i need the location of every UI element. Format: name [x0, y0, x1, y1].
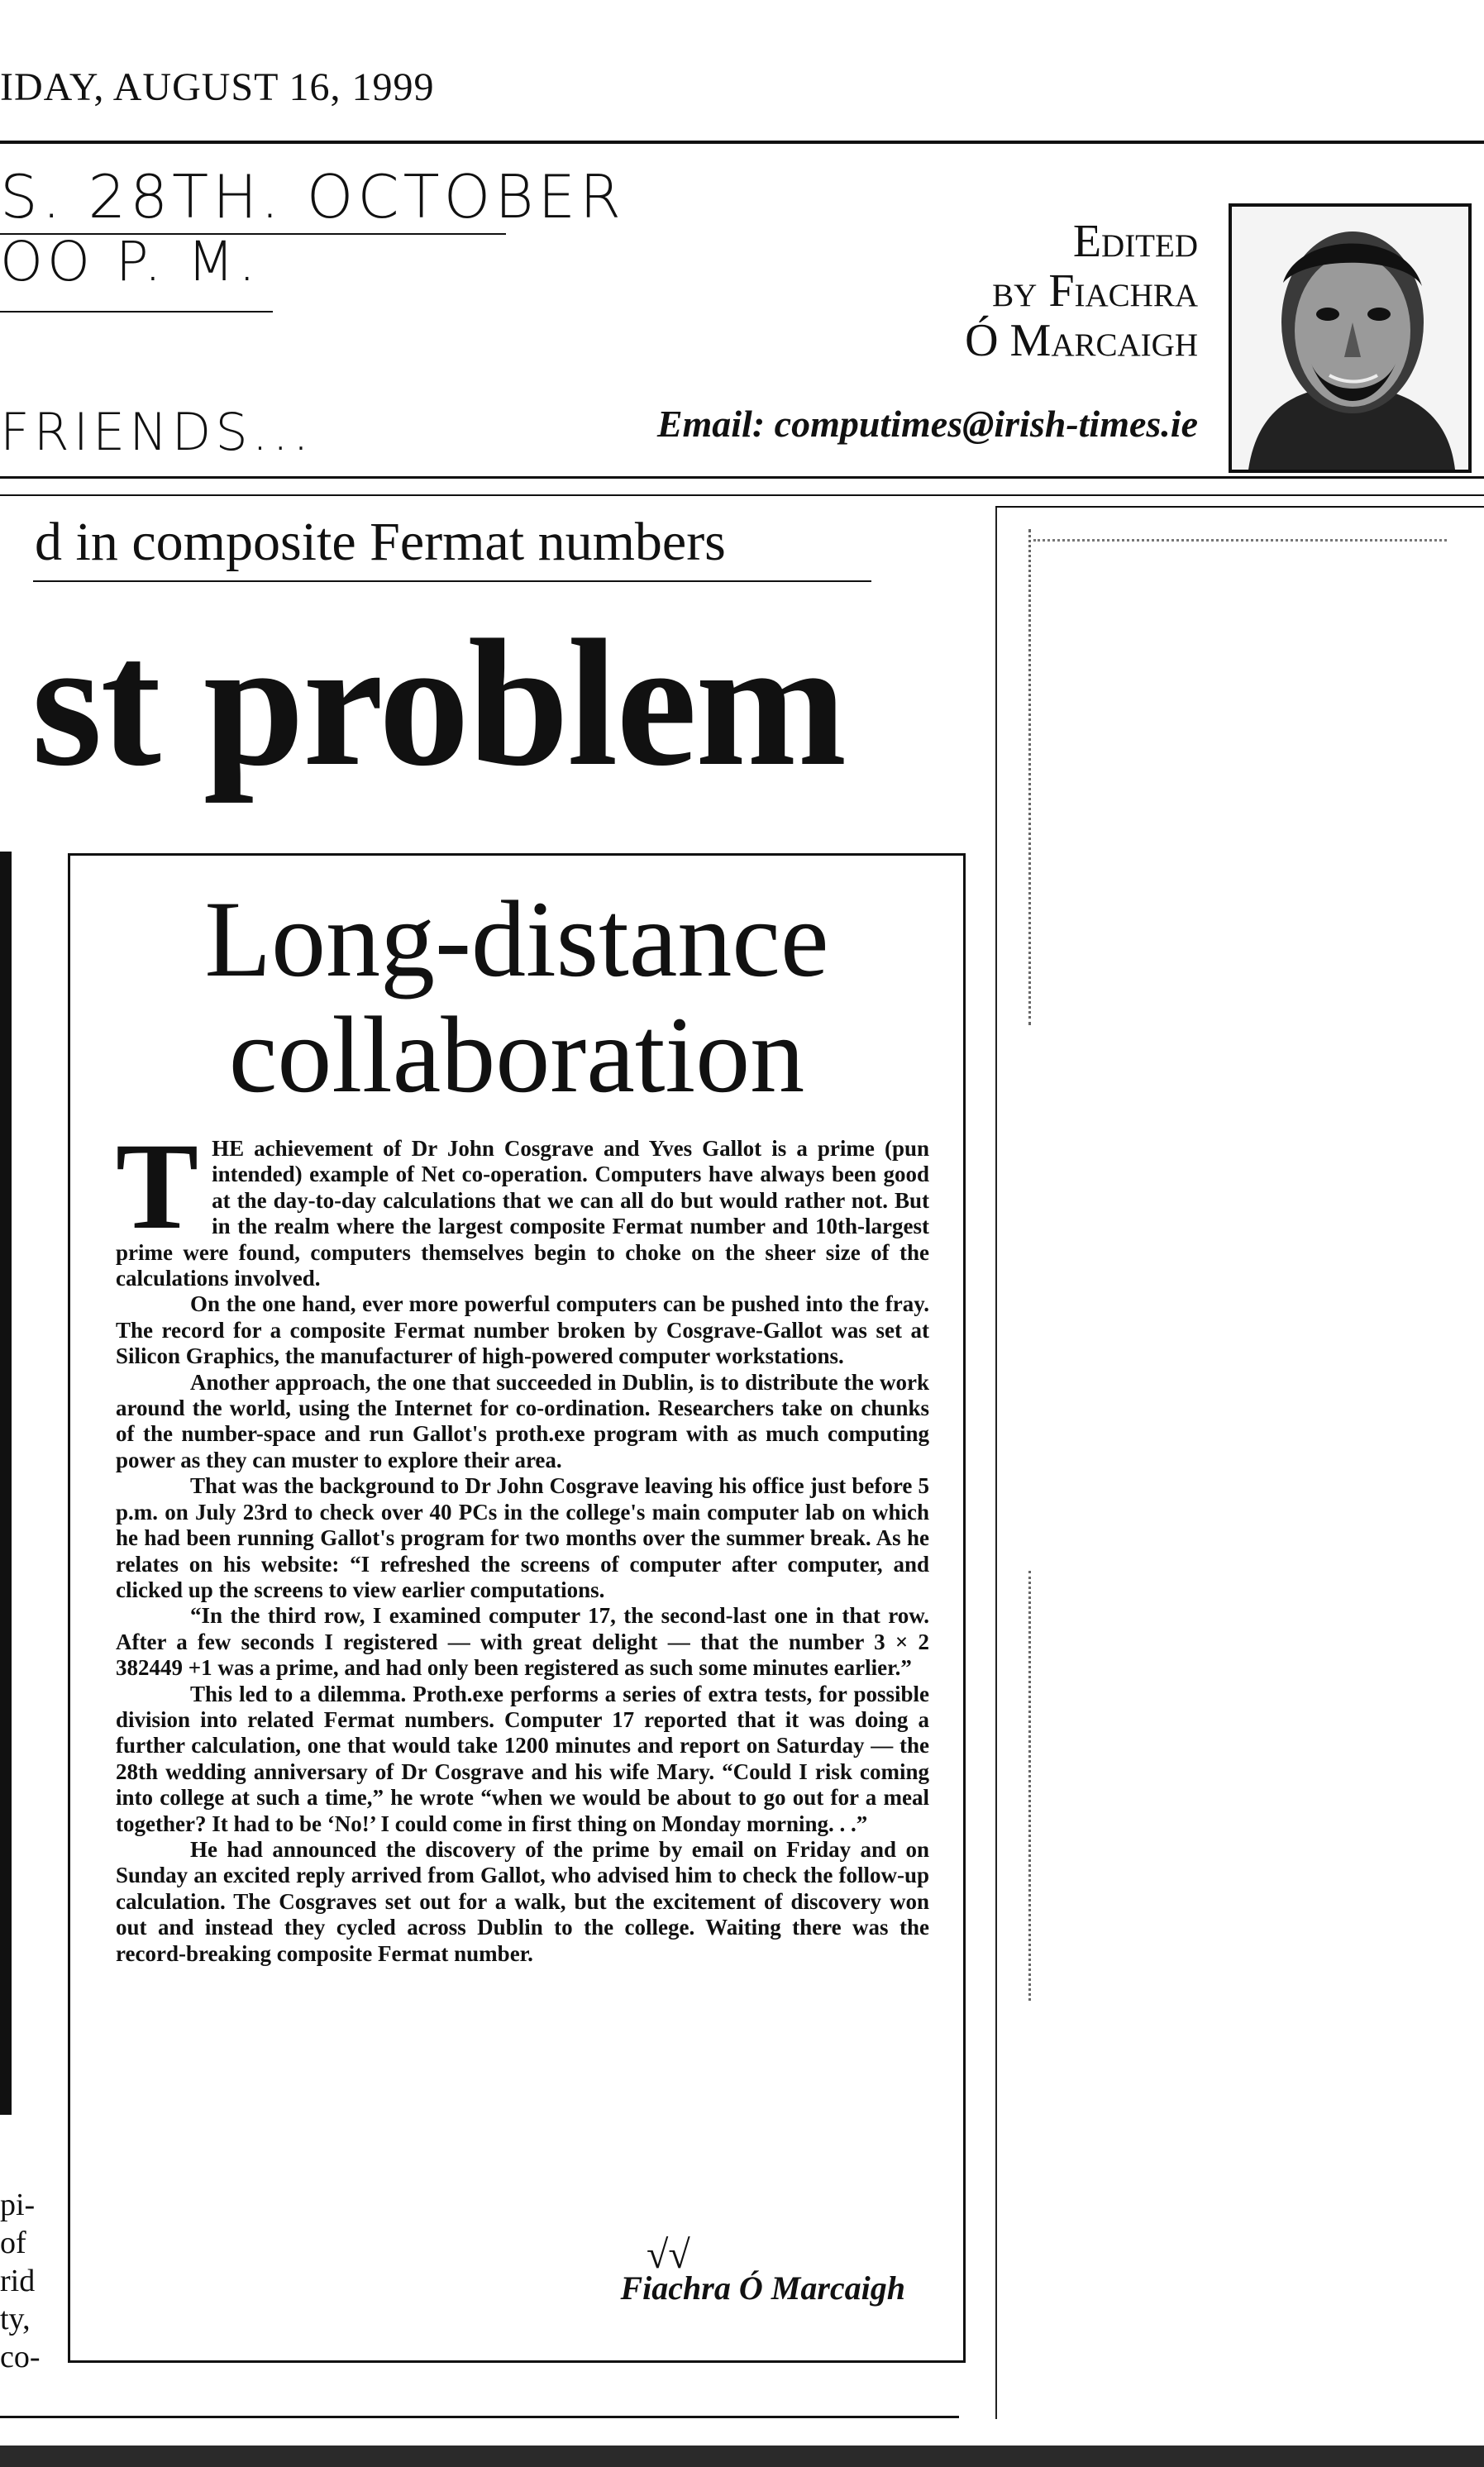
article-paragraph: “In the third row, I examined computer 17, the second-last one in that row. After a few seconds I registered — with great delight — that the number 3 × 2 382449 +1 was a prime, and had only been registered as such some minutes earlier.”	[116, 1603, 929, 1681]
story-kicker: d in composite Fermat numbers	[35, 512, 726, 572]
editor-line: Ó Marcaigh	[965, 315, 1198, 366]
handwritten-time-note: OO P. M.	[0, 230, 260, 293]
sidebar-article	[116, 1118, 929, 1967]
adjacent-column-dots	[1028, 529, 1031, 1025]
bottom-rule	[0, 2416, 959, 2418]
left-column-bar	[0, 852, 12, 2115]
section-rule-thin	[0, 494, 1484, 496]
kicker-underline	[33, 580, 871, 582]
drop-cap: T	[116, 1118, 199, 1255]
editor-line: Edited	[1072, 216, 1198, 267]
article-paragraph: THE achievement of Dr John Cosgrave and Yves Gallot is a prime (pun intended) example of Net co-operation. Computers have always been good at the day-to-day calculations that we can all do but would rather not. But in the realm where the largest composite Fermat number and 10th-largest prime were found, computers themselves begin to choke on the sheer size of the calculations involved.	[116, 1118, 929, 1291]
handwritten-date-note: S. 28TH. OCTOBER	[0, 162, 625, 231]
editor-email: Email: computimes@irish-times.ie	[656, 403, 1198, 445]
adjacent-column-dots-top	[1033, 539, 1447, 542]
left-fragment: ty,	[0, 2302, 31, 2336]
adjacent-column-top	[995, 506, 1484, 508]
page-bottom-edge	[0, 2446, 1484, 2467]
left-fragment: of	[0, 2226, 26, 2260]
issue-date: IDAY, AUGUST 16, 1999	[0, 65, 435, 109]
adjacent-column-border	[995, 506, 997, 2419]
handwritten-check-mark: √√	[647, 2233, 690, 2277]
story-headline: st problem	[31, 602, 846, 804]
article-paragraph: Another approach, the one that succeeded in Dublin, is to distribute the work around the world, using the Internet for co-ordination. Researchers take on chunks of the number-space and run Gallot's proth.exe program with as much computing power as they can muster to explore their area.	[116, 1369, 929, 1472]
sidebar-title-line: collaboration	[228, 994, 805, 1115]
article-byline: Fiachra Ó Marcaigh	[620, 2269, 905, 2307]
handwritten-friends-note: FRIENDS...	[0, 402, 313, 462]
editor-line: by Fiachra	[992, 265, 1198, 317]
article-paragraph: On the one hand, ever more powerful computers can be pushed into the fray. The record for a composite Fermat number broken by Cosgrave-Gallot was set at Silicon Graphics, the manufacturer of high-powered computer workstations.	[116, 1291, 929, 1369]
article-paragraph: He had announced the discovery of the prime by email on Friday and on Sunday an excited reply arrived from Gallot, who advised him to check the follow-up calculation. The Cosgraves set out for a walk, but the excitement of discovery won out and instead they cycled across Dublin to the college. Waiting there was the record-breaking composite Fermat number.	[116, 1836, 929, 1966]
adjacent-column-dots	[1028, 1571, 1031, 2001]
article-paragraph: This led to a dilemma. Proth.exe performs a series of extra tests, for possible division into related Fermat numbers. Computer 17 reported that it was doing a further calculation, one that would take 1200 minutes and report on Saturday — the 28th wedding anniversary of Dr Cosgrave and his wife Mary. “Could I risk coming into college at such a time,” he wrote “when we would be about to go out for a meal together? It had to be ‘No!’ I could come in first thing on Monday morning. . .”	[116, 1681, 929, 1836]
sidebar-title-line: Long-distance	[204, 878, 829, 1000]
left-fragment: pi-	[0, 2188, 36, 2222]
editor-portrait-icon	[1229, 203, 1472, 473]
article-paragraph: That was the background to Dr John Cosgrave leaving his office just before 5 p.m. on July 23rd to check over 40 PCs in the college's main computer lab on which he had been running Gallot's program for two months over the summer break. As he relates on his website: “I refreshed the screens of computer after computer, and clicked up the screens to view earlier computations.	[116, 1473, 929, 1602]
handwritten-underline-2	[0, 311, 273, 313]
masthead-rule	[0, 141, 1484, 144]
left-fragment: co-	[0, 2340, 41, 2374]
section-rule	[0, 476, 1484, 479]
left-fragment: rid	[0, 2264, 36, 2298]
column-editor	[965, 217, 1198, 365]
sidebar-title	[83, 878, 951, 1115]
